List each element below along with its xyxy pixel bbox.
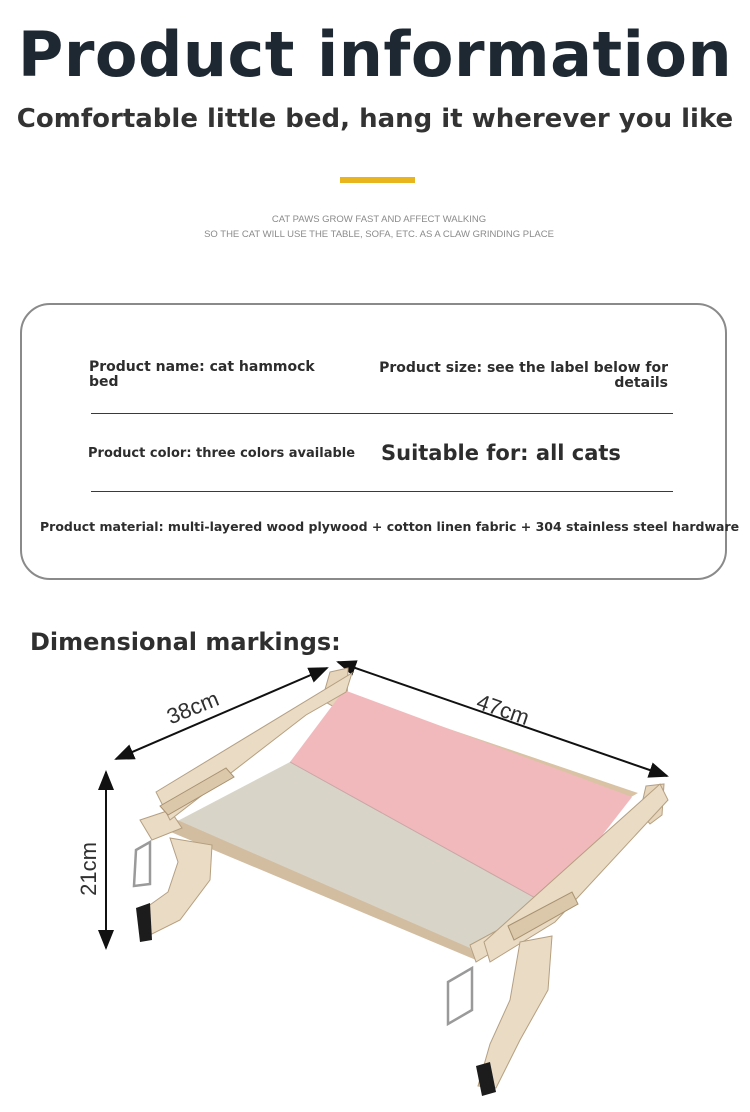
spec-product-name: Product name: cat hammock bed bbox=[89, 359, 315, 390]
spec-product-color: Product color: three colors available bbox=[88, 446, 356, 461]
dimension-label-height: 21cm bbox=[75, 842, 101, 896]
page-subtitle: Comfortable little bed, hang it wherever you like bbox=[16, 104, 734, 134]
spec-suitable-for: Suitable for: all cats bbox=[381, 441, 621, 465]
spec-product-material: Product material: multi-layered wood plywood + cotton linen fabric + 304 stainless steel hardware bbox=[40, 519, 740, 534]
note-line-1: CAT PAWS GROW FAST AND AFFECT WALKING bbox=[271, 214, 487, 225]
dimension-label-length: 47cm bbox=[473, 688, 533, 731]
hammock-fabric bbox=[168, 690, 632, 955]
page-title: Product information bbox=[17, 18, 733, 91]
spec-product-size: Product size: see the label below for details bbox=[379, 360, 668, 391]
dimension-label-width: 38cm bbox=[163, 685, 223, 730]
dimensions-heading: Dimensional markings: bbox=[30, 628, 341, 656]
note-line-2: SO THE CAT WILL USE THE TABLE, SOFA, ETC. AS A CLAW GRINDING PLACE bbox=[204, 229, 554, 240]
